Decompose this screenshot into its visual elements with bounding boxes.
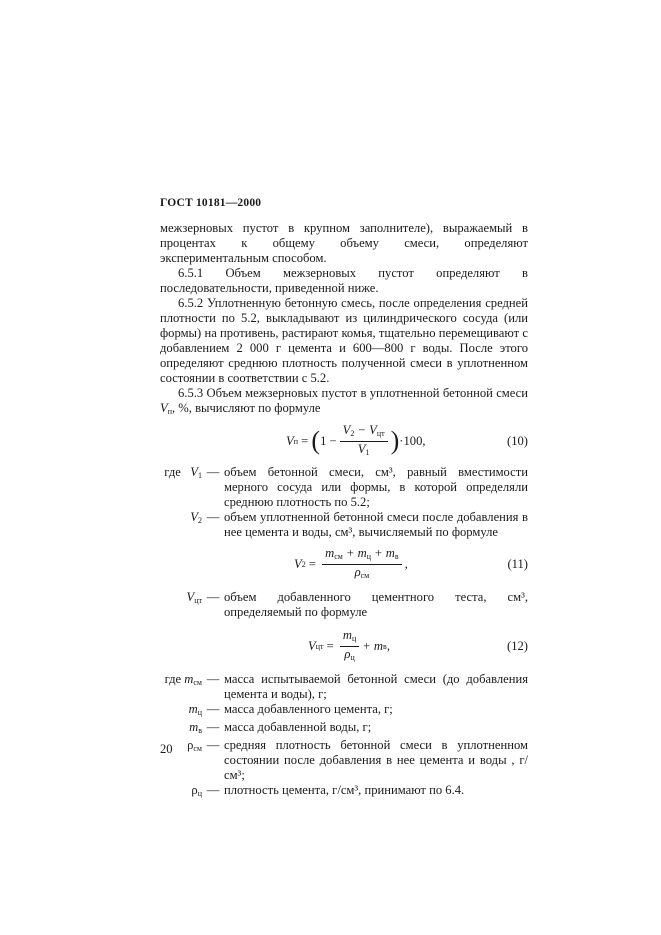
definition-v2: $V_2$ — объем уплотненной бетонной смеси после добавления в нее цемента и воды, см³, вычисляемый по формуле xyxy=(190,510,528,539)
page-number: 20 xyxy=(160,742,173,756)
formula-10: V п = ( 1 − $\frac{V_2 - V_{цт}}{V_1}$ ) ·100, (10) xyxy=(286,422,528,457)
formula-11-number: (11) xyxy=(507,557,528,571)
formula-12: V цт = $\frac{m_ц}{\rho_ц}$ + m в , (12) xyxy=(308,627,528,662)
intro-paragraph: межзерновых пустот в крупном заполнителе), выражаемый в процентах к общему объему смеси, определяют экспериментальным способом. xyxy=(160,221,528,265)
definitions-2 xyxy=(152,672,528,801)
page-content xyxy=(160,196,528,801)
definition-vct: $V_{цт}$ — объем добавленного цементного теста, см³, определяемый по формуле xyxy=(186,590,528,619)
definitions-1 xyxy=(152,465,528,540)
formula-12-number: (12) xyxy=(507,639,528,653)
definition-mcm: где $m_{см}$ — масса испытываемой бетонной смеси (до добавления цемента и воды), г; xyxy=(164,672,528,701)
definition-rho-c: $\rho_ц$ — плотность цемента, г/см³, принимают по 6.4. xyxy=(191,783,465,798)
clause-6-5-2: 6.5.2 Уплотненную бетонную смесь, после определения средней плотности по 5.2, выкладывают из цилиндрического сосуда (или формы) на противень, растирают комья, тщательно перемещивают с добавлением 2 000 г цемента и 600—800 г воды. После этого определяют среднюю плотность полученной смеси в уплотненном состоянии в соответствии с 5.2. xyxy=(160,296,528,385)
definition-mv: $m_в$ — масса добавленной воды, г; xyxy=(189,720,372,735)
clause-6-5-3: 6.5.3 Объем межзерновых пустот в уплотненной бетонной смеси $V_п$, %, вычисляют по формуле xyxy=(160,386,528,416)
definition-rho-cm: $\rho_{см}$ — средняя плотность бетонной смеси в уплотненном состоянии после добавления в нее цемента и воды , г/см³; xyxy=(187,738,528,782)
definition-mc: $m_ц$ — масса добавленного цемента, г; xyxy=(188,702,393,717)
definitions-vct xyxy=(152,590,528,620)
document-header: ГОСТ 10181—2000 xyxy=(160,197,262,209)
formula-10-number: (10) xyxy=(507,434,528,448)
formula-11: V 2 = $\frac{m_{см} + m_ц + m_в}{\rho_{см}}$ , (11) xyxy=(294,545,528,580)
clause-6-5-1: 6.5.1 Объем межзерновых пустот определяют в последовательности, приведенной ниже. xyxy=(160,266,528,295)
definition-v1: где $V_1$ — объем бетонной смеси, см³, равный вместимости мерного сосуда или формы, в которой определяли среднюю плотность по 5.2; xyxy=(164,465,528,509)
